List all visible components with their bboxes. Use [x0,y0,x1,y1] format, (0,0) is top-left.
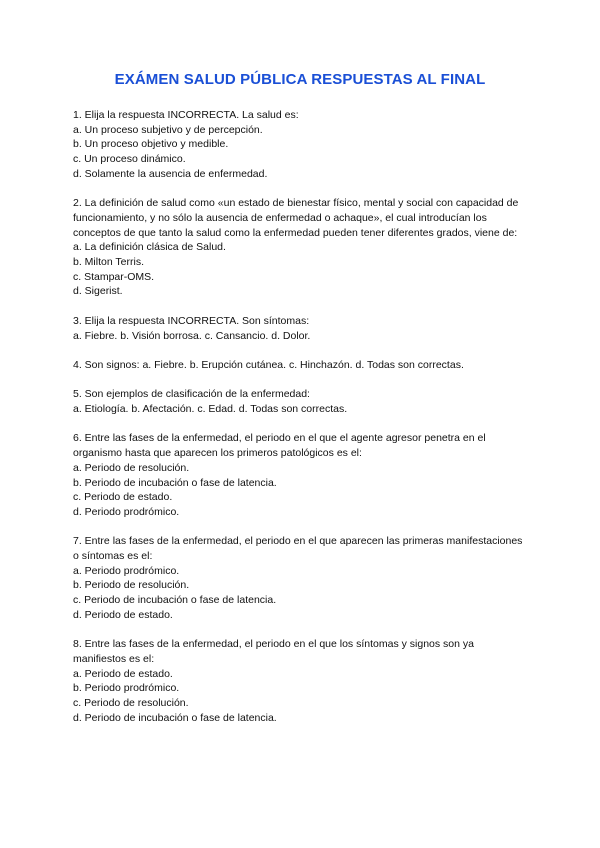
question-stem: 8. Entre las fases de la enfermedad, el periodo en el que los síntomas y signos son ya manifiestos es el: [73,638,474,665]
answer-option: d. Periodo prodrómico. [73,505,180,518]
question-3 [73,314,528,343]
question-stem: 3. Elija la respuesta INCORRECTA. Son síntomas: [73,314,310,327]
question-stem: 4. Son signos: a. Fiebre. b. Erupción cutánea. c. Hinchazón. d. Todas son correctas. [73,358,464,371]
question-1 [73,108,528,182]
answer-option: d. Sigerist. [73,285,123,298]
answer-option: b. Periodo de incubación o fase de latencia. [73,476,277,489]
answer-option: b. Periodo prodrómico. [73,682,180,695]
answer-options-inline: a. Fiebre. b. Visión borrosa. c. Cansancio. d. Dolor. [73,329,311,342]
question-6 [73,431,528,519]
answer-option: a. Periodo de resolución. [73,461,190,474]
answer-option: b. Milton Terris. [73,256,144,269]
question-8 [73,637,528,725]
question-7 [73,534,528,622]
question-5 [73,387,528,416]
answer-option: a. Periodo de estado. [73,667,173,680]
question-stem: 2. La definición de salud como «un estado de bienestar físico, mental y social con capacidad de funcionamiento, y no sólo la ausencia de enfermedad o achaque», el cual introducían los conceptos de que tanto la salud como la enfermedad pueden tener diferentes grados, viene de: [73,197,519,239]
question-stem: 5. Son ejemplos de clasificación de la enfermedad: [73,388,310,401]
question-stem: 7. Entre las fases de la enfermedad, el periodo en el que aparecen las primeras manifestaciones o síntomas es el: [73,535,523,562]
answer-option: a. Un proceso subjetivo y de percepción. [73,123,263,136]
answer-option: a. La definición clásica de Salud. [73,241,226,254]
question-list [73,108,528,740]
question-4 [73,358,528,373]
question-stem: 6. Entre las fases de la enfermedad, el periodo en el que el agente agresor penetra en el organismo hasta que aparecen los primeros patológicos es el: [73,432,486,460]
page-title: EXÁMEN SALUD PÚBLICA RESPUESTAS AL FINAL [114,71,486,88]
answer-options-inline: a. Etiología. b. Afectación. c. Edad. d. Todas son correctas. [73,403,348,415]
answer-option: a. Periodo prodrómico. [73,564,180,577]
answer-option: b. Un proceso objetivo y medible. [73,138,229,151]
answer-option: c. Periodo de incubación o fase de latencia. [73,594,277,607]
answer-option: c. Stampar-OMS. [73,270,155,283]
answer-option: c. Periodo de estado. [73,491,173,504]
answer-option: c. Periodo de resolución. [73,697,189,710]
answer-option: d. Periodo de incubación o fase de latencia. [73,711,277,724]
answer-option: b. Periodo de resolución. [73,579,190,592]
answer-option: d. Periodo de estado. [73,608,173,621]
question-2 [73,196,528,299]
answer-option: c. Un proceso dinámico. [73,153,186,166]
answer-option: d. Solamente la ausencia de enfermedad. [73,167,268,180]
question-stem: 1. Elija la respuesta INCORRECTA. La salud es: [73,109,299,121]
